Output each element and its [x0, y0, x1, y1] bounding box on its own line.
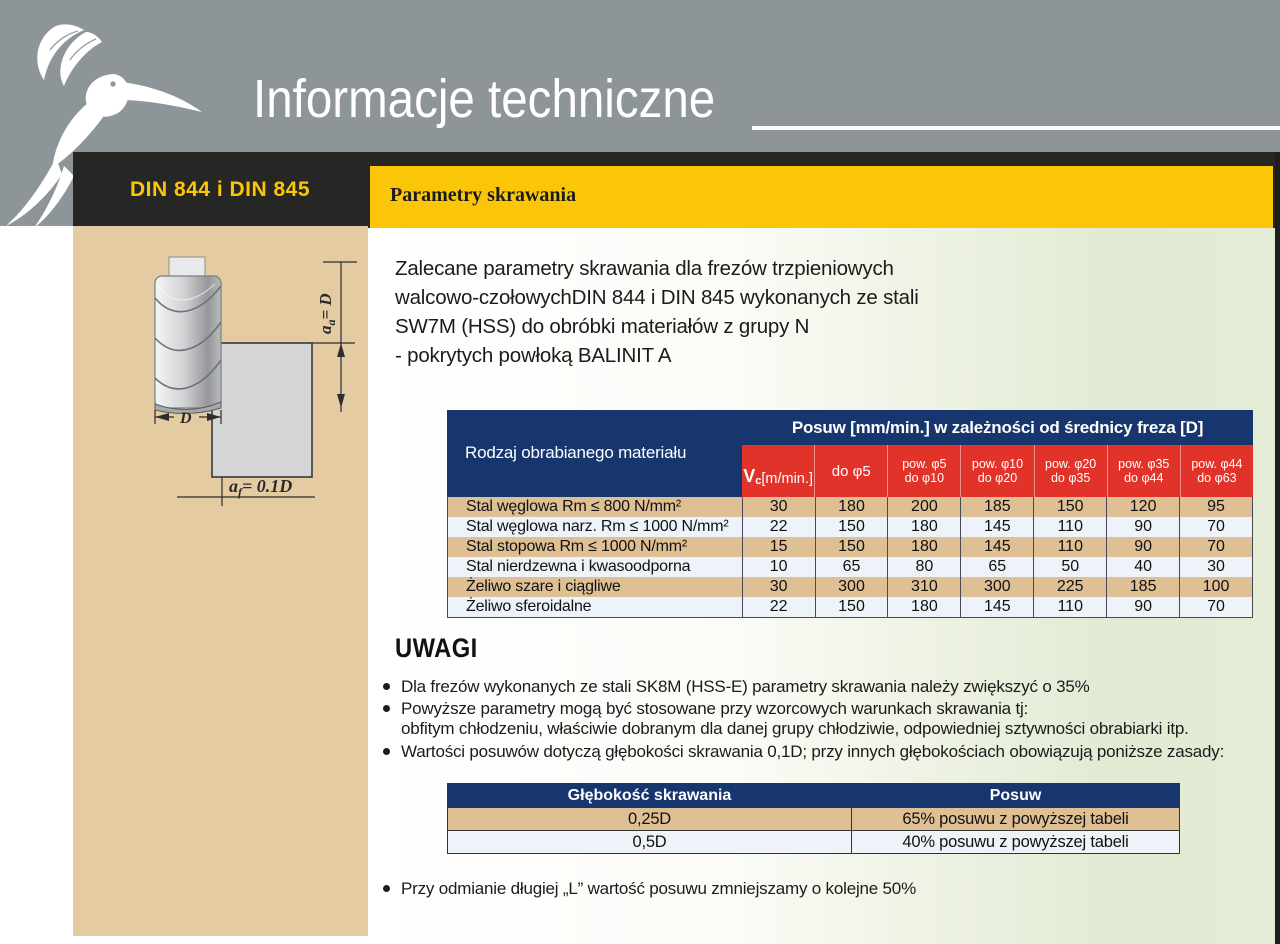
- bullet-icon: [383, 705, 390, 712]
- note-item: Powyższe parametry mogą być stosowane przy wzorcowych warunkach skrawania tj:: [383, 698, 1263, 719]
- intro-line: Zalecane parametry skrawania dla frezów trzpieniowych: [395, 257, 894, 280]
- bullet-icon: [383, 885, 390, 892]
- table-row: 0,25D 65% posuwu z powyższej tabeli: [448, 807, 1179, 830]
- diameter-range-header: pow. φ10 do φ20: [960, 445, 1033, 497]
- diameter-range-header: do φ5: [814, 445, 887, 497]
- material-column-header: Rodzaj obrabianego materiału: [447, 410, 742, 497]
- table-row: 0,5D 40% posuwu z powyższej tabeli: [448, 830, 1179, 853]
- note-continuation: obfitym chłodzeniu, właściwie dobranym dla danej grupy chłodziwie, odpowiedniej sztywności obrabiarki itp.: [401, 719, 1189, 738]
- depth-column-header: Głębokość skrawania: [448, 784, 852, 807]
- diameter-range-header: pow. φ20 do φ35: [1034, 445, 1107, 497]
- radial-depth-label: $a_f= 0.1D$: [229, 476, 293, 499]
- page-title: Informacje techniczne: [253, 69, 716, 129]
- table-row: Stal nierdzewna i kwasoodporna 10 65 80 65 50 40 30: [448, 557, 1252, 577]
- table-row: Stal węglowa narz. Rm ≤ 1000 N/mm² 22 150 180 145 110 90 70: [448, 517, 1252, 537]
- table-body: [447, 497, 1253, 618]
- note-item: Przy odmianie długiej „L” wartość posuwu zmniejszamy o kolejne 50%: [383, 878, 1263, 899]
- title-underline: [752, 126, 1280, 130]
- right-edge-strip: [1275, 152, 1280, 944]
- section-title: Parametry skrawania: [390, 184, 577, 206]
- intro-line: walcowo-czołowychDIN 844 i DIN 845 wykonanych ze stali: [395, 286, 919, 309]
- bullet-icon: [383, 748, 390, 755]
- intro-line: - pokrytych powłoką BALINIT A: [395, 344, 672, 367]
- diameter-range-header: pow. φ35 do φ44: [1107, 445, 1180, 497]
- sub-header-row: [742, 445, 1253, 497]
- bullet-icon: [383, 683, 390, 690]
- table-row: Żeliwo sferoidalne 22 150 180 145 110 90 70: [448, 597, 1252, 617]
- din-standard-label: DIN 844 i DIN 845: [129, 177, 311, 201]
- end-mill-cutter: [155, 257, 221, 414]
- vc-column-header: V $_c$ [m/min.]: [742, 445, 814, 497]
- workpiece-rect: [212, 343, 312, 477]
- diameter-range-header: pow. φ5 do φ10: [887, 445, 960, 497]
- uwagi-heading: UWAGI: [395, 633, 478, 663]
- intro-paragraph: [395, 254, 995, 370]
- feed-column-header: Posuw: [989, 786, 1042, 804]
- depth-feed-table: [447, 783, 1180, 854]
- axial-depth-label: $a_a= D$: [316, 293, 338, 334]
- end-mill-diagram: [73, 226, 368, 526]
- diameter-label: D: [180, 410, 192, 427]
- depth-feed-header-row: [448, 784, 1179, 807]
- table-row: Żeliwo szare i ciągliwe 30 300 310 300 225 185 100: [448, 577, 1252, 597]
- note-item: Wartości posuwów dotyczą głębokości skrawania 0,1D; przy innych głębokościach obowiązują poniższe zasady:: [383, 741, 1263, 762]
- table-row: Stal węglowa Rm ≤ 800 N/mm² 30 180 200 185 150 120 95: [448, 497, 1252, 517]
- intro-line: SW7M (HSS) do obróbki materiałów z grupy N: [395, 315, 810, 338]
- feed-span-header: Posuw [mm/min.] w zależności od średnicy freza [D]: [742, 410, 1253, 445]
- table-row: Stal stopowa Rm ≤ 1000 N/mm² 15 150 180 145 110 90 70: [448, 537, 1252, 557]
- note-item: Dla frezów wykonanych ze stali SK8M (HSS-E) parametry skrawania należy zwiększyć o 35%: [383, 676, 1263, 697]
- cutting-parameters-table: [447, 410, 1253, 617]
- section-yellow-bar: [370, 166, 1273, 228]
- diameter-range-header: pow. φ44 do φ63: [1180, 445, 1253, 497]
